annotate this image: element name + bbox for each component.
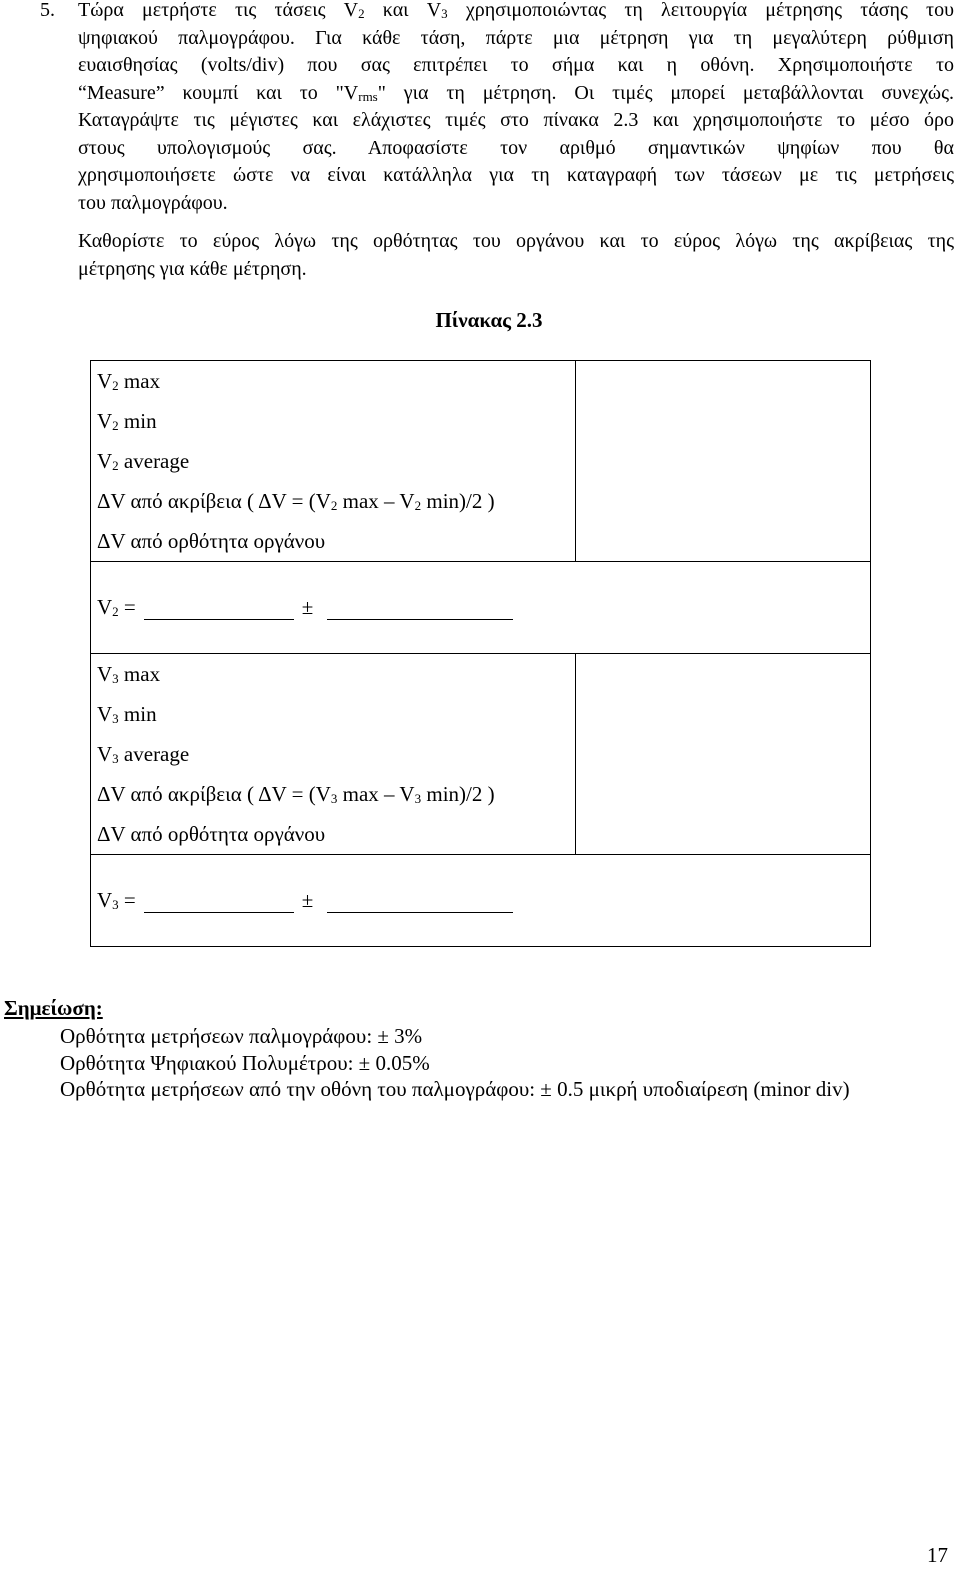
instructions-line-1: Τώρα μετρήστε τις τάσεις $V_2$ και $V_3$ χρησιμοποιώντας τη λειτουργία μέτρησης τάσης του: [78, 0, 954, 21]
instructions-line-6: στους υπολογισμούς σας. Αποφασίστε τον αριθμό σημαντικών ψηφίων που θα: [78, 136, 954, 159]
instructions-line-8: του παλμογράφου.: [78, 191, 228, 214]
v3-value-blank[interactable]: [144, 911, 294, 913]
item-number: 5.: [40, 0, 55, 21]
v2-result-row: [91, 562, 871, 654]
instructions-line-4: “Measure” κουμπί και το "$V_{rms}$" για τη μέτρηση. Οι τιμές μπορεί μεταβάλλονται συνεχώς.: [78, 81, 954, 104]
instructions-line-5: Καταγράψτε τις μέγιστες και ελάχιστες τιμές στο πίνακα 2.3 και χρησιμοποιήστε το μέσο όρο: [78, 109, 954, 131]
note-title: Σημείωση:: [4, 996, 103, 1020]
v2-result-line: $V_2$ = ±: [91, 562, 870, 653]
page-number: 17: [927, 1543, 948, 1567]
v3-result-cell: [91, 855, 871, 947]
v2-min-label: $V_2$ min: [97, 409, 157, 433]
v2-result-cell: [91, 562, 871, 654]
v3-max-label: $V_3$ max: [97, 662, 161, 686]
v3-measurements-row: [91, 654, 871, 855]
scope-line-1: Καθορίστε το εύρος λόγω της ορθότητας του οργάνου και το εύρος λόγω της ακρίβειας της: [78, 230, 954, 252]
instructions-line-3: ευαισθησίας (volts/div) που σας επιτρέπει το σήμα και η οθόνη. Χρησιμοποιήστε το: [78, 54, 954, 76]
v2-dv-instrument-label: ΔV από ορθότητα οργάνου: [97, 529, 326, 553]
instructions-paragraph: [78, 0, 954, 217]
v3-result-row: [91, 855, 871, 947]
v3-min-label: $V_3$ min: [97, 702, 157, 726]
measurement-table: [90, 360, 871, 947]
scope-paragraph: [78, 228, 954, 283]
v2-values-cell[interactable]: [576, 361, 871, 562]
v3-result-line: $V_3$ = ±: [91, 855, 870, 946]
v2-value-blank[interactable]: [144, 618, 294, 620]
v2-measurements-row: [91, 361, 871, 562]
v2-dv-accuracy-label: ΔV από ακρίβεια ( $\Delta V = (V_2$ max – $V_2$ min)/2 ): [97, 489, 495, 513]
note-line-3: Ορθότητα μετρήσεων από την οθόνη του παλμογράφου: ± 0.5 μικρή υποδιαίρεση (minor div): [60, 1077, 850, 1101]
v2-labels-cell: [91, 361, 576, 562]
v3-average-label: $V_3$ average: [97, 742, 190, 766]
v2-average-label: $V_2$ average: [97, 449, 190, 473]
v3-dv-accuracy-label: ΔV από ακρίβεια ( $\Delta V = (V_3$ max – $V_3$ min)/2 ): [97, 782, 495, 806]
scope-line-2: μέτρησης για κάθε μέτρηση.: [78, 257, 307, 280]
v3-labels-cell: [91, 654, 576, 855]
note-line-2: Ορθότητα Ψηφιακού Πολυμέτρου: ± 0.05%: [60, 1051, 430, 1075]
v3-uncertainty-blank[interactable]: [327, 911, 513, 913]
instructions-line-7: χρησιμοποιήσετε ώστε να είναι κατάλληλα για τη καταγραφή των τάσεων με τις μετρήσεις: [78, 164, 954, 186]
v2-max-label: $V_2$ max: [97, 369, 161, 393]
note-line-1: Ορθότητα μετρήσεων παλμογράφου: ± 3%: [60, 1024, 423, 1048]
v2-uncertainty-blank[interactable]: [327, 618, 513, 620]
v3-values-cell[interactable]: [576, 654, 871, 855]
v3-dv-instrument-label: ΔV από ορθότητα οργάνου: [97, 822, 326, 846]
instructions-line-2: ψηφιακού παλμογράφου. Για κάθε τάση, πάρτε μια μέτρηση για τη μεγαλύτερη ρύθμιση: [78, 26, 954, 49]
table-caption: Πίνακας 2.3: [435, 308, 543, 332]
